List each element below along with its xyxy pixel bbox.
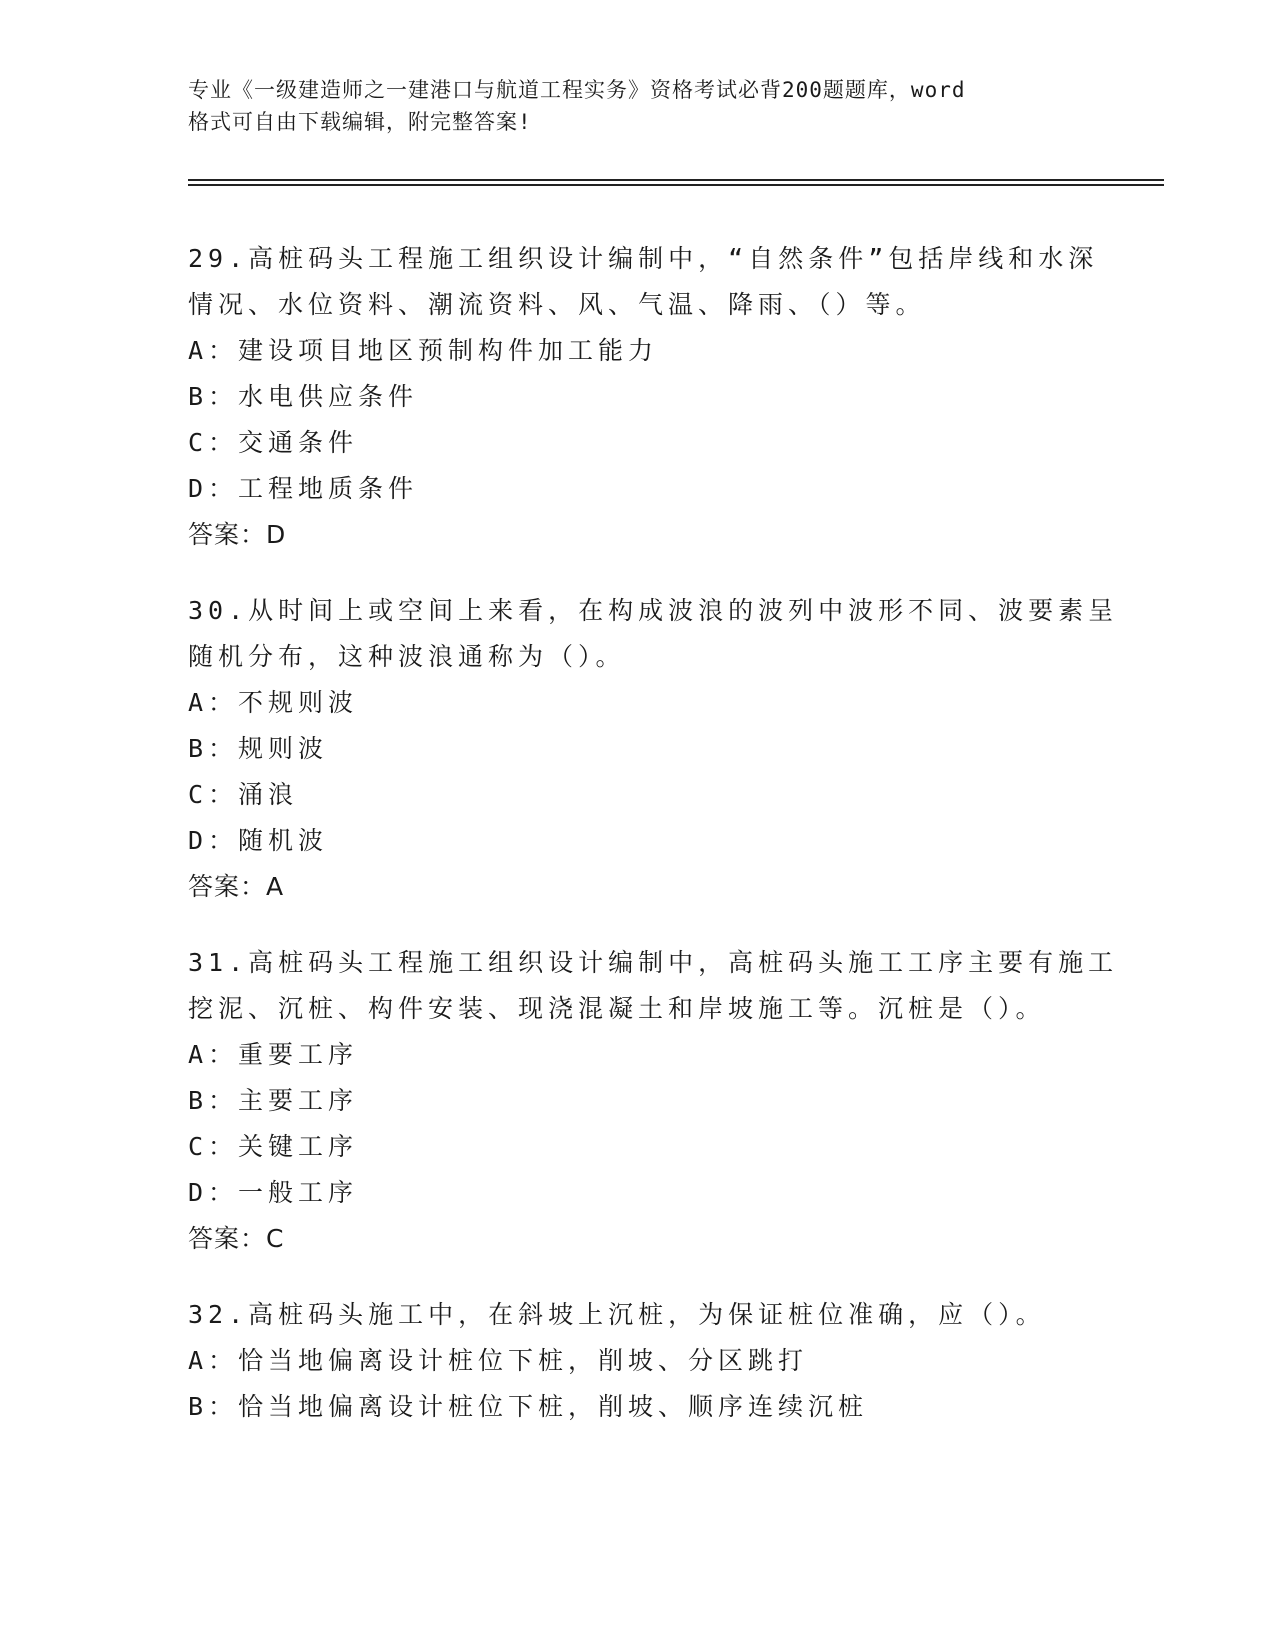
option-c: C：关键工序: [188, 1132, 359, 1161]
option-a: A：重要工序: [188, 1040, 359, 1069]
question-text: 随机分布，这种波浪通称为（）。: [188, 642, 626, 671]
header-line-2: 格式可自由下载编辑，附完整答案!: [188, 110, 532, 134]
option-a: A：不规则波: [188, 688, 359, 717]
question-29: [188, 236, 1128, 558]
option-d: D：一般工序: [188, 1178, 359, 1207]
document-header: [188, 74, 1088, 138]
question-text: 挖泥、沉桩、构件安装、现浇混凝土和岸坡施工等。沉桩是（）。: [188, 994, 1046, 1023]
option-b: B：主要工序: [188, 1086, 359, 1115]
question-32: [188, 1292, 1128, 1430]
question-text: 32.高桩码头施工中，在斜坡上沉桩，为保证桩位准确，应（）。: [188, 1300, 1046, 1329]
option-c: C：涌浪: [188, 780, 299, 809]
question-30: [188, 588, 1128, 910]
option-b: B：规则波: [188, 734, 329, 763]
question-text: 29.高桩码头工程施工组织设计编制中，“自然条件”包括岸线和水深: [188, 244, 1099, 273]
question-text: 31.高桩码头工程施工组织设计编制中，高桩码头施工工序主要有施工: [188, 948, 1119, 977]
answer: 答案：D: [188, 520, 287, 549]
option-d: D：工程地质条件: [188, 474, 419, 503]
answer: 答案：A: [188, 872, 285, 901]
question-list: [188, 236, 1128, 1460]
option-c: C：交通条件: [188, 428, 359, 457]
option-a: A：恰当地偏离设计桩位下桩，削坡、分区跳打: [188, 1346, 809, 1375]
question-text: 30.从时间上或空间上来看，在构成波浪的波列中波形不同、波要素呈: [188, 596, 1119, 625]
header-divider-bottom: [188, 184, 1164, 186]
option-a: A：建设项目地区预制构件加工能力: [188, 336, 659, 365]
option-d: D：随机波: [188, 826, 329, 855]
answer: 答案：C: [188, 1224, 285, 1253]
option-b: B：水电供应条件: [188, 382, 419, 411]
header-divider-top: [188, 179, 1164, 181]
question-31: [188, 940, 1128, 1262]
option-b: B：恰当地偏离设计桩位下桩，削坡、顺序连续沉桩: [188, 1392, 869, 1421]
question-text: 情况、水位资料、潮流资料、风、气温、降雨、（）等。: [188, 290, 926, 319]
header-line-1: 专业《一级建造师之一建港口与航道工程实务》资格考试必背200题题库，word: [188, 78, 966, 102]
